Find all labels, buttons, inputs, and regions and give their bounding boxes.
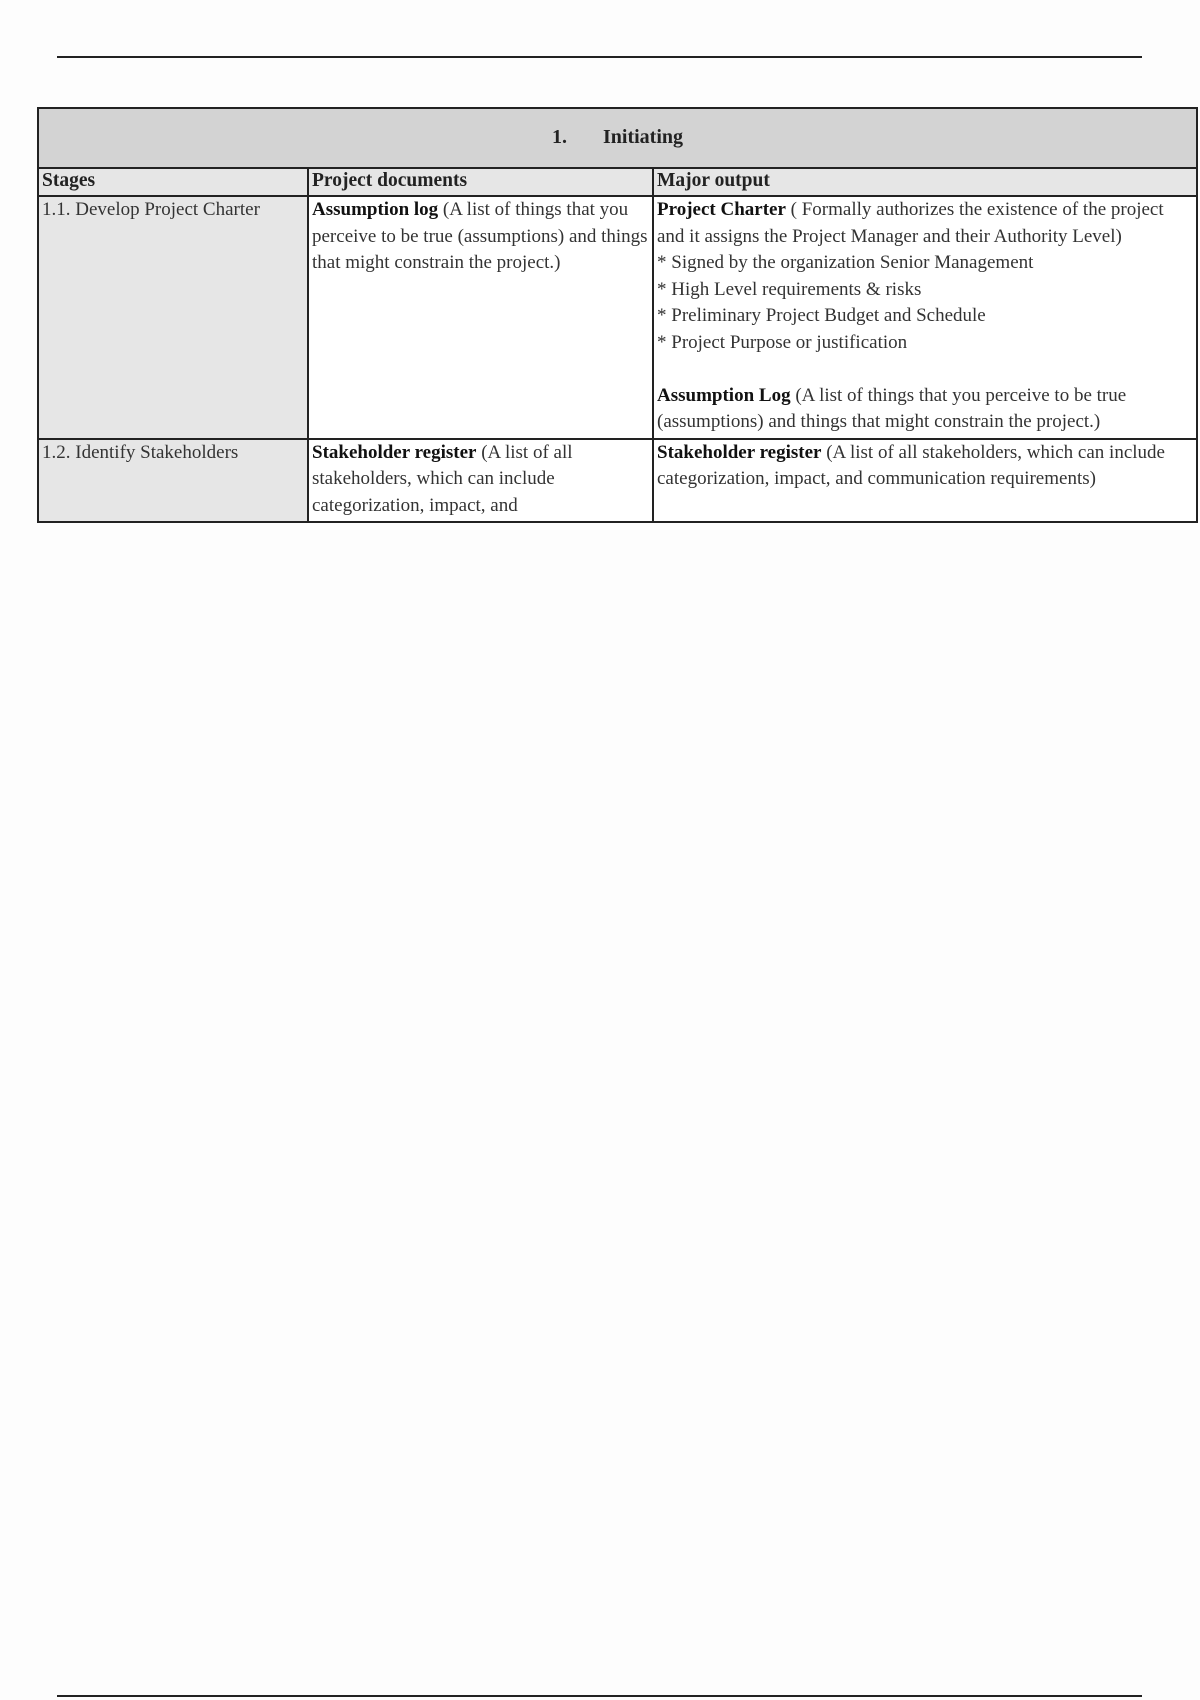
stage-cell: 1.1. Develop Project Charter <box>38 196 308 439</box>
document-description: (A list of things that you perceive to be true (assumptions) and things that might constrain the project.) <box>312 199 648 273</box>
output-bullet: * Signed by the organization Senior Management <box>657 252 1034 273</box>
column-header-documents: Project documents <box>308 168 653 196</box>
column-header-row <box>38 168 1197 196</box>
column-header-output: Major output <box>653 168 1197 196</box>
section-header-row <box>38 108 1197 168</box>
output-cell <box>653 439 1197 523</box>
column-header-stages: Stages <box>38 168 308 196</box>
table-row <box>38 439 1197 523</box>
output-description: ( Formally authorizes the existence of the project and it assigns the Project Manager and their Authority Level) <box>657 199 1164 247</box>
output-bullet: * High Level requirements & risks <box>657 278 922 300</box>
section-number: 1. <box>551 125 567 148</box>
output-term: Stakeholder register <box>657 441 822 463</box>
output-paragraph <box>657 197 1193 250</box>
output-description: (A list of things that you perceive to be true (assumptions) and things that might constrain the project.) <box>657 384 1127 432</box>
table-row <box>38 196 1197 439</box>
header-rule <box>57 56 1142 58</box>
section-title-text: Initiating <box>602 125 684 148</box>
output-description: (A list of all stakeholders, which can include categorization, impact, and communication requirements) <box>657 441 1165 489</box>
section-title <box>38 108 1197 168</box>
output-bullet: * Preliminary Project Budget and Schedule <box>657 305 986 326</box>
stage-cell: 1.2. Identify Stakeholders <box>38 439 308 523</box>
document-description: (A list of all stakeholders, which can include categorization, impact, and <box>312 441 573 516</box>
output-bullet: * Project Purpose or justification <box>657 331 908 353</box>
initiating-table <box>37 107 1198 523</box>
output-cell <box>653 196 1197 439</box>
paragraph-gap <box>657 356 1193 383</box>
document-term: Assumption log <box>312 199 439 220</box>
footer-rule <box>57 1695 1142 1697</box>
output-paragraph <box>657 383 1193 436</box>
output-term: Project Charter <box>657 199 786 220</box>
output-term: Assumption Log <box>657 384 791 406</box>
document-term: Stakeholder register <box>312 441 477 463</box>
document-cell <box>308 196 653 439</box>
document-cell <box>308 439 653 523</box>
